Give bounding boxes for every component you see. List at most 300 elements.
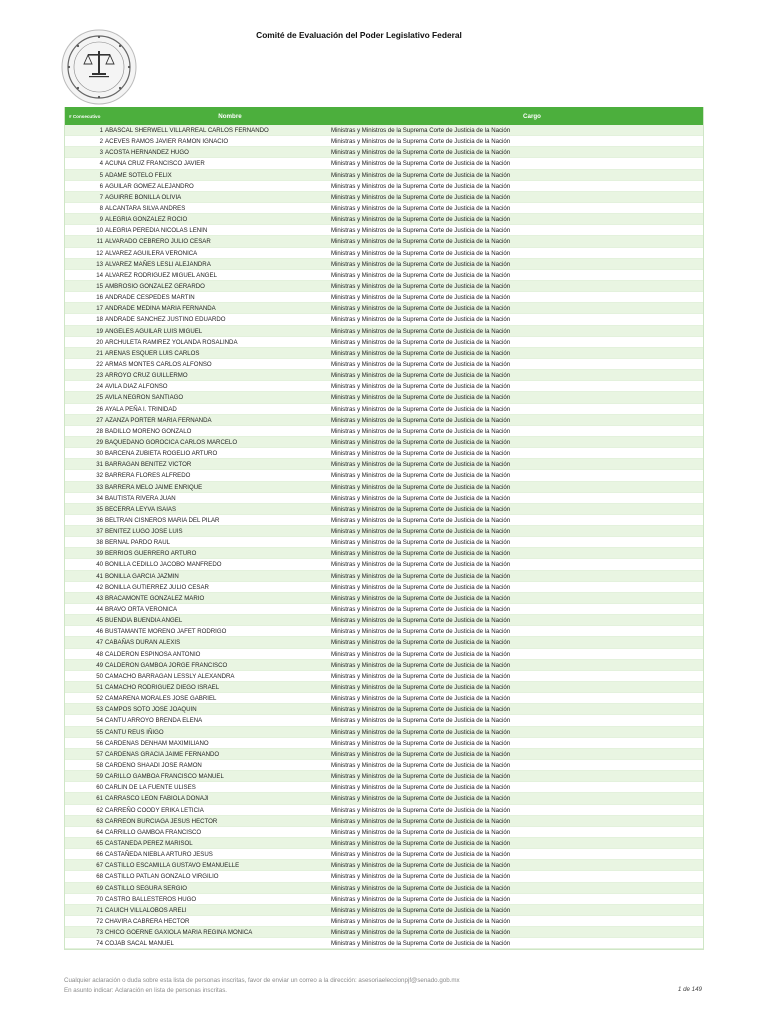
row-cargo: Ministras y Ministros de la Suprema Corte de Justicia de la Nación [331,940,511,948]
table-row [65,236,703,247]
table-row [65,181,703,192]
row-name: ALVARADO CEBRERO JULIO CESAR [105,238,211,246]
table-row [65,582,703,593]
row-number: 44 [96,606,103,614]
row-cargo: Ministras y Ministros de la Suprema Corte de Justicia de la Nación [331,895,511,903]
row-number: 68 [96,873,103,881]
row-cargo: Ministras y Ministros de la Suprema Corte de Justicia de la Nación [331,706,511,714]
row-name: CABAÑAS DURAN ALEXIS [105,639,181,647]
row-cargo: Ministras y Ministros de la Suprema Corte de Justicia de la Nación [331,851,511,859]
table-row [65,749,703,760]
row-number: 15 [96,282,103,290]
row-name: ANGELES AGUILAR LUIS MIGUEL [105,327,203,335]
row-number: 48 [96,650,103,658]
row-number: 52 [96,695,103,703]
table-body [65,125,703,949]
row-name: CALDERON ESPINOSA ANTONIO [105,650,201,658]
table-row [65,615,703,626]
row-name: BADILLO MORENO GONZALO [105,427,192,435]
row-name: ARROYO CRUZ GUILLERMO [105,372,188,380]
row-cargo: Ministras y Ministros de la Suprema Corte de Justicia de la Nación [331,438,511,446]
row-number: 16 [96,294,103,302]
row-number: 12 [96,249,103,257]
row-number: 10 [96,227,103,235]
row-cargo: Ministras y Ministros de la Suprema Corte de Justicia de la Nación [331,516,511,524]
row-cargo: Ministras y Ministros de la Suprema Corte de Justicia de la Nación [331,483,511,491]
row-number: 28 [96,427,103,435]
table-row [65,571,703,582]
row-name: BELTRAN CISNEROS MARIA DEL PILAR [105,516,220,524]
row-cargo: Ministras y Ministros de la Suprema Corte de Justicia de la Nación [331,583,511,591]
row-number: 27 [96,416,103,424]
footer-note [64,976,460,996]
row-number: 67 [96,862,103,870]
row-number: 73 [96,929,103,937]
row-cargo: Ministras y Ministros de la Suprema Corte de Justicia de la Nación [331,873,511,881]
row-number: 55 [96,728,103,736]
row-name: BARCENA ZUBIETA ROGELIO ARTURO [105,450,218,458]
row-cargo: Ministras y Ministros de la Suprema Corte de Justicia de la Nación [331,784,511,792]
row-name: CARDENO SHAADI JOSE RAMON [105,762,202,770]
row-number: 8 [99,204,103,212]
row-name: ALCANTARA SILVA ANDRES [105,204,186,212]
row-name: ACEVES RAMOS JAVIER RAMON IGNACIO [105,138,229,146]
row-name: CARDENAS DENHAM MAXIMILIANO [105,739,209,747]
row-number: 2 [99,138,103,146]
row-name: CASTAÑEDA NIEBLA ARTURO JESUS [105,851,213,859]
row-cargo: Ministras y Ministros de la Suprema Corte de Justicia de la Nación [331,360,511,368]
row-number: 9 [99,216,103,224]
table-row [65,637,703,648]
row-number: 33 [96,483,103,491]
row-name: CALDERON GAMBOA JORGE FRANCISCO [105,661,228,669]
row-name: BAUTISTA RIVERA JUAN [105,494,176,502]
table-row [65,314,703,325]
row-number: 69 [96,884,103,892]
table-row [65,927,703,938]
row-number: 3 [99,149,103,157]
row-name: CARDENAS GRACIA JAIME FERNANDO [105,750,220,758]
row-name: CAMACHO RODRIGUEZ DIEGO ISRAEL [105,684,220,692]
row-cargo: Ministras y Ministros de la Suprema Corte de Justicia de la Nación [331,840,511,847]
table-row [65,693,703,704]
row-number: 57 [96,750,103,758]
row-cargo: Ministras y Ministros de la Suprema Corte de Justicia de la Nación [331,383,511,391]
row-name: ABASCAL SHERWELL VILLARREAL CARLOS FERNANDO [105,127,269,134]
row-name: CARILLO GAMBOA FRANCISCO MANUEL [105,773,224,781]
table-header [65,107,703,125]
row-name: AVILA NEGRON SANTIAGO [105,394,184,402]
row-cargo: Ministras y Ministros de la Suprema Corte de Justicia de la Nación [331,372,511,380]
footer-note-line-2: En asunto indicar: Aclaración en lista de personas inscritas. [64,987,228,994]
row-name: CASTILLO ESCAMILLA GUSTAVO EMANUELLE [105,862,240,870]
row-number: 42 [96,583,103,591]
row-number: 40 [96,561,103,569]
row-cargo: Ministras y Ministros de la Suprema Corte de Justicia de la Nación [331,271,511,279]
row-number: 13 [96,260,103,268]
column-header-nombre: Nombre [218,112,242,120]
row-name: AZANZA PORTER MARIA FERNANDA [105,416,212,424]
row-number: 38 [96,539,103,547]
row-cargo: Ministras y Ministros de la Suprema Corte de Justicia de la Nación [331,260,511,268]
row-cargo: Ministras y Ministros de la Suprema Corte de Justicia de la Nación [331,650,511,658]
row-number: 60 [96,784,103,792]
row-name: ALVAREZ AGUILERA VERONICA [105,249,198,257]
row-name: ANDRADE SANCHEZ JUSTINO EDUARDO [105,316,226,324]
row-number: 54 [96,717,103,725]
table-row [65,392,703,403]
row-number: 6 [99,182,103,190]
table-row [65,370,703,381]
row-number: 4 [99,160,103,168]
row-number: 32 [96,472,103,480]
row-name: AYALA PEÑA I. TRINIDAD [105,405,177,413]
row-cargo: Ministras y Ministros de la Suprema Corte de Justicia de la Nación [331,182,511,190]
table-row [65,805,703,816]
table-row [65,470,703,481]
row-number: 29 [96,438,103,446]
table-row [65,626,703,637]
row-number: 39 [96,550,103,558]
table-row [65,682,703,693]
seal-logo-icon [61,29,137,105]
row-number: 5 [99,171,103,179]
row-name: BRAVO ORTA VERONICA [105,606,178,614]
row-name: BERNAL PARDO RAUL [105,539,171,547]
row-cargo: Ministras y Ministros de la Suprema Corte de Justicia de la Nación [331,639,511,647]
table-row [65,437,703,448]
row-name: COJAB SACAL MANUEL [105,940,174,948]
row-name: ANDRADE CESPEDES MARTIN [105,294,195,302]
row-cargo: Ministras y Ministros de la Suprema Corte de Justicia de la Nación [331,606,511,614]
row-cargo: Ministras y Ministros de la Suprema Corte de Justicia de la Nación [331,405,511,413]
table-row [65,660,703,671]
row-cargo: Ministras y Ministros de la Suprema Corte de Justicia de la Nación [331,750,511,758]
row-name: CARRASCO LEON FABIOLA DONAJI [105,795,209,803]
table-row [65,404,703,415]
table-row [65,292,703,303]
row-cargo: Ministras y Ministros de la Suprema Corte de Justicia de la Nación [331,594,511,602]
table-row [65,871,703,882]
row-cargo: Ministras y Ministros de la Suprema Corte de Justicia de la Nación [331,806,511,814]
row-number: 7 [99,193,103,201]
table-row [65,248,703,259]
row-number: 24 [96,383,103,391]
table-row [65,593,703,604]
row-cargo: Ministras y Ministros de la Suprema Corte de Justicia de la Nación [331,394,511,402]
table-row [65,771,703,782]
row-cargo: Ministras y Ministros de la Suprema Corte de Justicia de la Nación [331,193,511,201]
table-row [65,359,703,370]
table-row [65,493,703,504]
row-name: CARREÑO COODY ERIKA LETICIA [105,806,204,814]
row-cargo: Ministras y Ministros de la Suprema Corte de Justicia de la Nación [331,127,511,134]
row-number: 35 [96,505,103,513]
row-number: 53 [96,706,103,714]
table-row [65,136,703,147]
row-number: 50 [96,672,103,680]
row-number: 70 [96,895,103,903]
row-name: CASTILLO PATLAN GONZALO VIRGILIO [105,873,219,881]
table-row [65,727,703,738]
row-cargo: Ministras y Ministros de la Suprema Corte de Justicia de la Nación [331,472,511,480]
table-row [65,459,703,470]
row-number: 43 [96,594,103,602]
table-row [65,348,703,359]
table-row [65,760,703,771]
row-name: ARENAS ESQUER LUIS CARLOS [105,349,200,357]
table-row [65,259,703,270]
column-header-cargo: Cargo [523,112,541,120]
row-cargo: Ministras y Ministros de la Suprema Corte de Justicia de la Nación [331,728,511,736]
row-number: 14 [96,271,103,279]
column-header-consecutivo: # Consecutivo [69,113,101,119]
table-row [65,337,703,348]
row-cargo: Ministras y Ministros de la Suprema Corte de Justicia de la Nación [331,539,511,547]
table-row [65,738,703,749]
table-row [65,916,703,927]
table-row [65,849,703,860]
row-cargo: Ministras y Ministros de la Suprema Corte de Justicia de la Nación [331,795,511,803]
footer-note-line-1: Cualquier aclaración o duda sobre esta lista de personas inscritas, favor de enviar un correo a la dirección: asesoriaeleccionpjf@senado.gob.mx [64,977,460,984]
row-cargo: Ministras y Ministros de la Suprema Corte de Justicia de la Nación [331,149,511,157]
table-row [65,515,703,526]
row-number: 58 [96,762,103,770]
row-name: CASTANEDA PEREZ MARISOL [105,840,193,847]
row-cargo: Ministras y Ministros de la Suprema Corte de Justicia de la Nación [331,917,511,925]
table-row [65,381,703,392]
table-row [65,448,703,459]
row-name: BARRAGAN BENITEZ VICTOR [105,461,192,469]
table-row [65,281,703,292]
table-row [65,504,703,515]
row-name: ANDRADE MEDINA MARIA FERNANDA [105,305,216,313]
row-cargo: Ministras y Ministros de la Suprema Corte de Justicia de la Nación [331,773,511,781]
row-number: 19 [96,327,103,335]
table-row [65,192,703,203]
row-cargo: Ministras y Ministros de la Suprema Corte de Justicia de la Nación [331,528,511,536]
row-cargo: Ministras y Ministros de la Suprema Corte de Justicia de la Nación [331,427,511,435]
table-row [65,482,703,493]
table-row [65,326,703,337]
row-name: AMBROSIO GONZALEZ GERARDO [105,282,205,290]
row-name: BARRERA FLORES ALFREDO [105,472,191,480]
row-cargo: Ministras y Ministros de la Suprema Corte de Justicia de la Nación [331,739,511,747]
table-row [65,604,703,615]
row-name: BERRIOS GUERRERO ARTURO [105,550,197,558]
row-number: 47 [96,639,103,647]
row-name: BRACAMONTE GONZALEZ MARIO [105,594,205,602]
row-number: 65 [96,840,103,847]
row-number: 30 [96,450,103,458]
table-row [65,225,703,236]
registrants-table [64,107,704,950]
table-row [65,203,703,214]
row-number: 64 [96,828,103,836]
row-number: 1 [99,127,103,134]
row-cargo: Ministras y Ministros de la Suprema Corte de Justicia de la Nación [331,862,511,870]
row-number: 45 [96,617,103,625]
row-name: ALEGRIA GONZALEZ ROCIO [105,216,188,224]
row-cargo: Ministras y Ministros de la Suprema Corte de Justicia de la Nación [331,572,511,580]
row-cargo: Ministras y Ministros de la Suprema Corte de Justicia de la Nación [331,817,511,825]
row-name: CANTU ARROYO BRENDA ELENA [105,717,203,725]
row-cargo: Ministras y Ministros de la Suprema Corte de Justicia de la Nación [331,305,511,313]
table-row [65,838,703,849]
row-name: CAUICH VILLALOBOS ARELI [105,906,187,914]
row-name: ADAME SOTELO FELIX [105,171,172,179]
row-cargo: Ministras y Ministros de la Suprema Corte de Justicia de la Nación [331,238,511,246]
row-number: 23 [96,372,103,380]
row-cargo: Ministras y Ministros de la Suprema Corte de Justicia de la Nación [331,316,511,324]
row-cargo: Ministras y Ministros de la Suprema Corte de Justicia de la Nación [331,561,511,569]
row-name: ALEGRIA PEREDIA NICOLAS LENIN [105,227,208,235]
row-name: CASTILLO SEGURA SERGIO [105,884,187,892]
row-name: CARREON BURCIAGA JESUS HECTOR [105,817,218,825]
table-row [65,158,703,169]
row-number: 61 [96,795,103,803]
row-cargo: Ministras y Ministros de la Suprema Corte de Justicia de la Nación [331,661,511,669]
row-cargo: Ministras y Ministros de la Suprema Corte de Justicia de la Nación [331,617,511,625]
table-row [65,704,703,715]
row-number: 49 [96,661,103,669]
row-cargo: Ministras y Ministros de la Suprema Corte de Justicia de la Nación [331,338,511,346]
row-name: ALVAREZ MAÑES LESLI ALEJANDRA [105,260,211,268]
row-name: BONILLA CEDILLO JACOBO MANFREDO [105,561,222,569]
table-row [65,303,703,314]
row-cargo: Ministras y Ministros de la Suprema Corte de Justicia de la Nación [331,349,511,357]
row-number: 11 [96,238,103,246]
row-number: 66 [96,851,103,859]
row-name: CARLIN DE LA FUENTE ULISES [105,784,196,792]
row-cargo: Ministras y Ministros de la Suprema Corte de Justicia de la Nación [331,160,511,168]
table-row [65,827,703,838]
row-name: AGUIRRE BONILLA OLIVIA [105,193,182,201]
row-number: 20 [96,338,103,346]
row-cargo: Ministras y Ministros de la Suprema Corte de Justicia de la Nación [331,762,511,770]
row-name: AVILA DIAZ ALFONSO [105,383,168,391]
row-name: BENITEZ LUGO JOSE LUIS [105,528,183,536]
row-name: BARRERA MELO JAIME ENRIQUE [105,483,203,491]
row-name: AGUILAR GOMEZ ALEJANDRO [105,182,194,190]
table-row [65,860,703,871]
table-row [65,938,703,949]
row-number: 74 [96,940,103,948]
row-name: CAMACHO BARRAGAN LESSLY ALEXANDRA [105,672,235,680]
table-row [65,905,703,916]
row-name: BUSTAMANTE MORENO JAFET RODRIGO [105,628,227,636]
row-cargo: Ministras y Ministros de la Suprema Corte de Justicia de la Nación [331,550,511,558]
table-row [65,782,703,793]
row-number: 17 [96,305,103,313]
row-number: 37 [96,528,103,536]
row-number: 71 [96,906,103,914]
row-cargo: Ministras y Ministros de la Suprema Corte de Justicia de la Nación [331,695,511,703]
page-number: 1 de 149 [677,986,702,993]
row-cargo: Ministras y Ministros de la Suprema Corte de Justicia de la Nación [331,450,511,458]
row-number: 56 [96,739,103,747]
row-name: CANTU REUS IÑIGO [105,728,164,736]
page-title: Comité de Evaluación del Poder Legislativo Federal [256,30,462,40]
row-number: 31 [96,461,103,469]
table-row [65,270,703,281]
table-row [65,671,703,682]
row-name: ARMAS MONTES CARLOS ALFONSO [105,360,212,368]
row-number: 59 [96,773,103,781]
row-name: BONILLA GUTIERREZ JULIO CESAR [105,583,209,591]
row-name: ARCHULETA RAMIREZ YOLANDA ROSALINDA [105,338,238,346]
row-cargo: Ministras y Ministros de la Suprema Corte de Justicia de la Nación [331,684,511,692]
row-cargo: Ministras y Ministros de la Suprema Corte de Justicia de la Nación [331,906,511,914]
table-row [65,649,703,660]
table-row [65,526,703,537]
row-name: BUENDIA BUENDIA ANGEL [105,617,183,625]
row-number: 63 [96,817,103,825]
row-number: 34 [96,494,103,502]
row-number: 21 [96,349,103,357]
table-row [65,548,703,559]
table-row [65,214,703,225]
row-cargo: Ministras y Ministros de la Suprema Corte de Justicia de la Nación [331,327,511,335]
row-number: 25 [96,394,103,402]
row-name: CAMPOS SOTO JOSE JOAQUIN [105,706,197,714]
row-cargo: Ministras y Ministros de la Suprema Corte de Justicia de la Nación [331,138,511,146]
row-cargo: Ministras y Ministros de la Suprema Corte de Justicia de la Nación [331,828,511,836]
row-cargo: Ministras y Ministros de la Suprema Corte de Justicia de la Nación [331,494,511,502]
row-name: ALVAREZ RODRIGUEZ MIGUEL ANGEL [105,271,217,279]
table-row [65,125,703,136]
row-cargo: Ministras y Ministros de la Suprema Corte de Justicia de la Nación [331,717,511,725]
row-cargo: Ministras y Ministros de la Suprema Corte de Justicia de la Nación [331,505,511,513]
row-name: ACUNA CRUZ FRANCISCO JAVIER [105,160,205,168]
table-row [65,816,703,827]
row-cargo: Ministras y Ministros de la Suprema Corte de Justicia de la Nación [331,294,511,302]
row-number: 36 [96,516,103,524]
table-row [65,559,703,570]
row-name: BECERRA LEYVA ISAIAS [105,505,177,513]
row-name: CHICO GOERNE GAXIOLA MARIA REGINA MONICA [105,929,253,937]
table-row [65,170,703,181]
row-cargo: Ministras y Ministros de la Suprema Corte de Justicia de la Nación [331,416,511,424]
row-name: CARRILLO GAMBOA FRANCISCO [105,828,202,836]
row-number: 41 [96,572,103,580]
row-name: BONILLA GARCIA JAZMIN [105,572,179,580]
row-number: 22 [96,360,103,368]
table-row [65,147,703,158]
row-cargo: Ministras y Ministros de la Suprema Corte de Justicia de la Nación [331,672,511,680]
row-number: 46 [96,628,103,636]
table-row [65,426,703,437]
row-number: 72 [96,917,103,925]
table-row [65,537,703,548]
row-cargo: Ministras y Ministros de la Suprema Corte de Justicia de la Nación [331,461,511,469]
row-cargo: Ministras y Ministros de la Suprema Corte de Justicia de la Nación [331,216,511,224]
table-row [65,894,703,905]
row-name: BAQUEDANO GOROCICA CARLOS MARCELO [105,438,238,446]
row-number: 18 [96,316,103,324]
row-number: 51 [96,684,103,692]
row-cargo: Ministras y Ministros de la Suprema Corte de Justicia de la Nación [331,282,511,290]
table-row [65,883,703,894]
row-name: ACOSTA HERNANDEZ HUGO [105,149,189,157]
row-number: 62 [96,806,103,814]
row-cargo: Ministras y Ministros de la Suprema Corte de Justicia de la Nación [331,929,511,937]
row-cargo: Ministras y Ministros de la Suprema Corte de Justicia de la Nación [331,171,511,179]
row-number: 26 [96,405,103,413]
row-name: CAMARENA MORALES JOSE GABRIEL [105,695,217,703]
row-name: CASTRO BALLESTEROS HUGO [105,895,197,903]
row-cargo: Ministras y Ministros de la Suprema Corte de Justicia de la Nación [331,227,511,235]
